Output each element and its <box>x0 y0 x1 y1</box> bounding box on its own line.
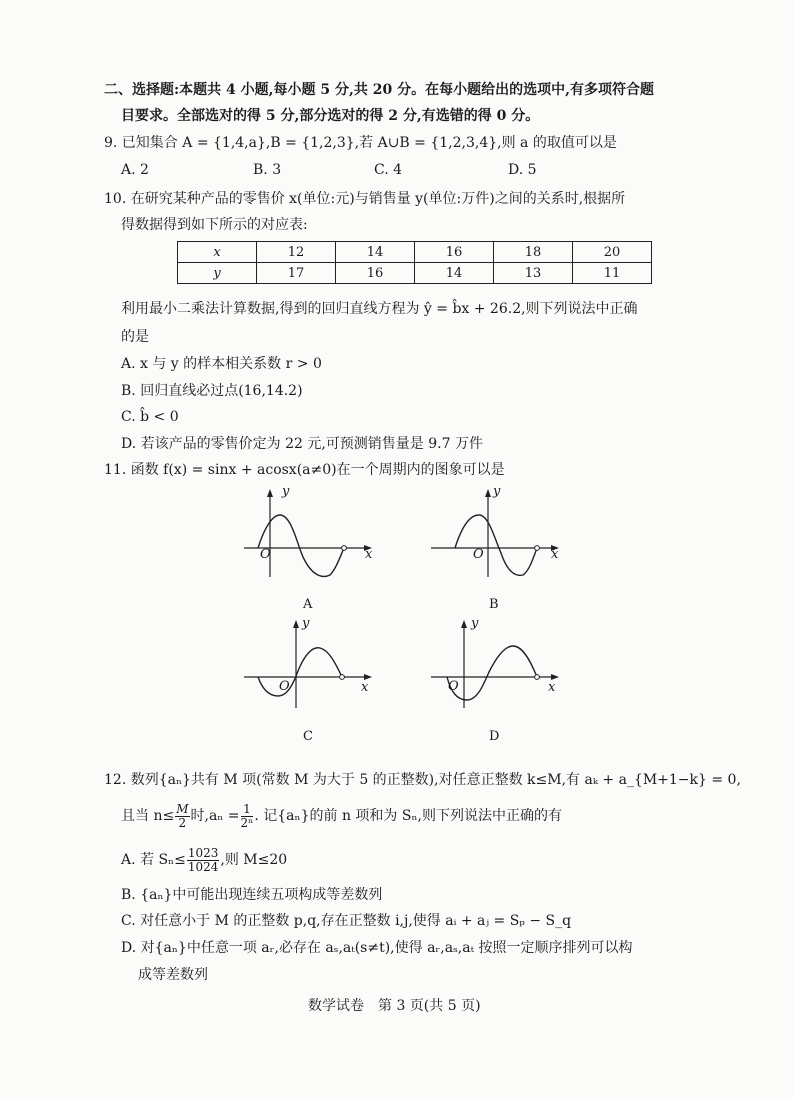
fraction-denominator: 1024 <box>187 859 219 874</box>
graph-b-caption: B <box>489 597 499 612</box>
fraction-numerator: 1023 <box>187 845 219 860</box>
q12-option-c: C. 对任意小于 M 的正整数 p,q,存在正整数 i,j,使得 aᵢ + aⱼ = Sₚ − S_q <box>121 913 572 929</box>
q12-option-a-suffix: ,则 M≤20 <box>220 852 288 868</box>
graph-c-y-label: y <box>302 616 310 631</box>
table-cell: 13 <box>494 263 573 284</box>
q12-option-d-line1: D. 对{aₙ}中任意一项 aᵣ,必存在 aₛ,aₜ(s≠t),使得 aᵣ,aₛ,aₜ 按照一定顺序排列可以构 <box>121 940 633 956</box>
graph-a-y-label: y <box>282 484 290 499</box>
graph-d-x-label: x <box>548 680 556 695</box>
graph-c <box>240 616 380 716</box>
q10-option-b: B. 回归直线必过点(16,14.2) <box>121 383 303 399</box>
fraction-denominator: 2 <box>178 815 187 830</box>
q9-stem: 9. 已知集合 A = {1,4,a},B = {1,2,3},若 A∪B = {1,2,3,4},则 a 的取值可以是 <box>104 135 617 151</box>
table-header-x: x <box>178 242 257 263</box>
graph-d-origin: O <box>448 679 459 694</box>
fraction-1023-over-1024 <box>187 847 220 874</box>
q9-option-b: B. 3 <box>253 162 282 178</box>
table-cell: 18 <box>494 242 573 263</box>
graph-c-origin: O <box>279 679 290 694</box>
q12-stem-line2 <box>121 801 562 831</box>
q12-stem-line2-a: 且当 n≤ <box>121 808 175 824</box>
graph-a-caption: A <box>303 597 313 612</box>
q10-stem-line1: 10. 在研究某种产品的零售价 x(单位:元)与销售量 y(单位:万件)之间的关系时,根据所 <box>104 191 626 207</box>
q12-stem-line2-c: . 记{aₙ}的前 n 项和为 Sₙ,则下列说法中正确的有 <box>254 808 562 824</box>
graph-b-y-label: y <box>493 484 501 499</box>
graph-b-origin: O <box>473 547 484 562</box>
section-heading-line1: 二、选择题:本题共 4 小题,每小题 5 分,共 20 分。在每小题给出的选项中,有多项符合题 <box>104 82 654 98</box>
fraction-numerator: 1 <box>241 803 254 817</box>
q10-after-line2: 的是 <box>121 329 149 345</box>
table-row-x <box>178 242 652 263</box>
table-cell: 17 <box>257 263 336 284</box>
fraction-denominator: 2ⁿ <box>240 815 254 830</box>
q11-stem: 11. 函数 f(x) = sinx + acosx(a≠0)在一个周期内的图象可以是 <box>104 462 505 478</box>
graph-a-x-label: x <box>365 547 373 562</box>
table-cell: 14 <box>336 242 415 263</box>
q9-option-d: D. 5 <box>508 162 537 178</box>
table-cell: 16 <box>336 263 415 284</box>
table-cell: 11 <box>573 263 652 284</box>
q10-after-line1: 利用最小二乘法计算数据,得到的回归直线方程为 ŷ = b̂x + 26.2,则下列说法中正确 <box>121 301 638 317</box>
q10-option-a: A. x 与 y 的样本相关系数 r > 0 <box>121 356 322 372</box>
q10-data-table <box>177 241 652 284</box>
q12-option-d-line2: 成等差数列 <box>138 967 208 983</box>
fraction-m-over-2 <box>175 803 189 830</box>
fraction-numerator: M <box>176 801 189 816</box>
graph-d-caption: D <box>489 729 500 744</box>
q10-option-c: C. b̂ < 0 <box>121 409 179 425</box>
q12-stem-line2-b: 时,aₙ = <box>190 808 240 824</box>
q12-option-a-prefix: A. 若 Sₙ≤ <box>121 852 186 868</box>
graph-b-x-label: x <box>551 547 559 562</box>
graph-c-x-label: x <box>361 680 369 695</box>
graph-d-y-label: y <box>471 616 479 631</box>
graph-a <box>240 485 380 585</box>
fraction-1-over-2n <box>241 803 254 830</box>
section-heading-line2: 目要求。全部选对的得 5 分,部分选对的得 2 分,有选错的得 0 分。 <box>121 108 540 124</box>
table-cell: 20 <box>573 242 652 263</box>
table-cell: 14 <box>415 263 494 284</box>
page-footer: 数学试卷 第 3 页(共 5 页) <box>308 998 481 1014</box>
graph-b <box>427 485 567 585</box>
graph-a-origin: O <box>260 547 271 562</box>
q10-option-d: D. 若该产品的零售价定为 22 元,可预测销售量是 9.7 万件 <box>121 436 483 452</box>
table-row-y <box>178 263 652 284</box>
q12-stem-line1: 12. 数列{aₙ}共有 M 项(常数 M 为大于 5 的正整数),对任意正整数 k≤M,有 aₖ + a_{M+1−k} = 0, <box>104 772 741 788</box>
q12-option-a <box>121 845 287 875</box>
table-cell: 16 <box>415 242 494 263</box>
q12-option-b: B. {aₙ}中可能出现连续五项构成等差数列 <box>121 887 383 903</box>
q10-stem-line2: 得数据得到如下所示的对应表: <box>121 217 308 233</box>
table-header-y: y <box>178 263 257 284</box>
table-cell: 12 <box>257 242 336 263</box>
q9-option-c: C. 4 <box>374 162 403 178</box>
q9-option-a: A. 2 <box>121 162 149 178</box>
graph-c-caption: C <box>303 729 313 744</box>
graph-d <box>427 616 567 716</box>
